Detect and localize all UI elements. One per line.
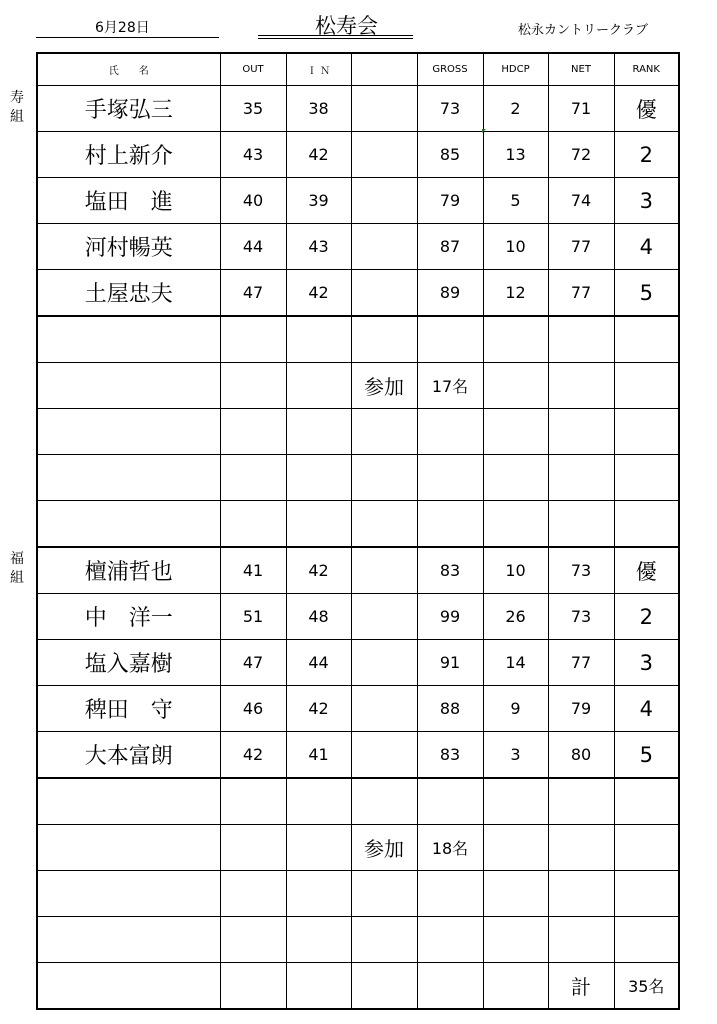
- table-row: [37, 363, 679, 409]
- hdcp-value: [483, 455, 548, 501]
- gross-score: 87: [417, 224, 483, 270]
- extra-cell: [351, 917, 417, 963]
- score-table-body: [37, 53, 679, 1009]
- player-name: 手塚弘三: [37, 86, 220, 132]
- player-name: 河村暢英: [37, 224, 220, 270]
- table-row: [37, 455, 679, 501]
- hdcp-value: [483, 501, 548, 548]
- player-name: [37, 825, 220, 871]
- extra-cell: [351, 132, 417, 178]
- hdcp-value: [483, 871, 548, 917]
- gross-score: 73: [417, 86, 483, 132]
- out-score: 47: [220, 640, 286, 686]
- extra-cell: [351, 455, 417, 501]
- gross-score: 18名: [417, 825, 483, 871]
- rank-value: 優: [614, 547, 679, 594]
- extra-cell: 参加: [351, 825, 417, 871]
- in-score: 42: [286, 132, 351, 178]
- gross-score: 79: [417, 178, 483, 224]
- gross-score: 85: [417, 132, 483, 178]
- hdcp-value: 10: [483, 547, 548, 594]
- hdcp-value: 14: [483, 640, 548, 686]
- table-row: [37, 732, 679, 779]
- gross-score: 17名: [417, 363, 483, 409]
- player-name: [37, 409, 220, 455]
- net-score: [548, 825, 614, 871]
- player-name: [37, 363, 220, 409]
- net-score: [548, 917, 614, 963]
- group-label-fuku: 福組: [10, 551, 24, 586]
- extra-cell: [351, 778, 417, 825]
- hdcp-value: 3: [483, 732, 548, 779]
- extra-cell: [351, 547, 417, 594]
- table-row: [37, 871, 679, 917]
- hdcp-value: 26: [483, 594, 548, 640]
- gross-score: [417, 455, 483, 501]
- table-row: [37, 917, 679, 963]
- table-row: [37, 224, 679, 270]
- net-score: 73: [548, 594, 614, 640]
- gross-score: [417, 316, 483, 363]
- hdcp-value: 12: [483, 270, 548, 317]
- hdcp-value: [483, 963, 548, 1010]
- table-row: [37, 963, 679, 1010]
- extra-cell: [351, 732, 417, 779]
- header-name: 氏 名: [37, 53, 220, 86]
- score-table: [36, 52, 680, 1010]
- net-score: 71: [548, 86, 614, 132]
- out-score: 42: [220, 732, 286, 779]
- in-score: [286, 455, 351, 501]
- net-score: [548, 363, 614, 409]
- in-score: [286, 825, 351, 871]
- player-name: [37, 917, 220, 963]
- rank-value: [614, 501, 679, 548]
- gross-score: [417, 409, 483, 455]
- header-blank: [351, 53, 417, 86]
- extra-cell: [351, 686, 417, 732]
- in-score: 48: [286, 594, 351, 640]
- net-score: 74: [548, 178, 614, 224]
- header-rank: RANK: [614, 53, 679, 86]
- player-name: 土屋忠夫: [37, 270, 220, 317]
- gross-score: [417, 917, 483, 963]
- rank-value: 4: [614, 686, 679, 732]
- table-row: [37, 686, 679, 732]
- club-name: 松永カントリークラブ: [518, 23, 649, 38]
- in-score: [286, 316, 351, 363]
- table-row: [37, 409, 679, 455]
- table-row: [37, 640, 679, 686]
- player-name: 塩入嘉樹: [37, 640, 220, 686]
- out-score: 43: [220, 132, 286, 178]
- gross-score: 89: [417, 270, 483, 317]
- hdcp-value: 10: [483, 224, 548, 270]
- net-score: [548, 778, 614, 825]
- in-score: 42: [286, 547, 351, 594]
- gross-score: 88: [417, 686, 483, 732]
- out-score: [220, 871, 286, 917]
- in-score: [286, 871, 351, 917]
- rank-value: [614, 409, 679, 455]
- rank-value: [614, 316, 679, 363]
- in-score: [286, 963, 351, 1010]
- out-score: [220, 501, 286, 548]
- extra-cell: 参加: [351, 363, 417, 409]
- out-score: [220, 917, 286, 963]
- in-score: 44: [286, 640, 351, 686]
- table-row: [37, 316, 679, 363]
- net-score: [548, 409, 614, 455]
- net-score: 72: [548, 132, 614, 178]
- header-out: OUT: [220, 53, 286, 86]
- out-score: [220, 455, 286, 501]
- table-row: [37, 778, 679, 825]
- extra-cell: [351, 501, 417, 548]
- extra-cell: [351, 270, 417, 317]
- table-row: [37, 132, 679, 178]
- out-score: [220, 825, 286, 871]
- net-score: 79: [548, 686, 614, 732]
- player-name: [37, 778, 220, 825]
- extra-cell: [351, 224, 417, 270]
- rank-value: 優: [614, 86, 679, 132]
- rank-value: 2: [614, 594, 679, 640]
- group-label-kotobuki: 寿組: [10, 90, 24, 125]
- hdcp-value: [483, 825, 548, 871]
- rank-value: 5: [614, 732, 679, 779]
- table-row: [37, 86, 679, 132]
- player-name: 村上新介: [37, 132, 220, 178]
- gross-score: [417, 778, 483, 825]
- rank-value: [614, 455, 679, 501]
- in-score: 38: [286, 86, 351, 132]
- cell-comment-marker: [482, 129, 486, 133]
- hdcp-value: 5: [483, 178, 548, 224]
- net-score: 77: [548, 224, 614, 270]
- hdcp-value: [483, 409, 548, 455]
- in-score: [286, 501, 351, 548]
- rank-value: 4: [614, 224, 679, 270]
- in-score: 42: [286, 686, 351, 732]
- header-net: NET: [548, 53, 614, 86]
- table-row: [37, 594, 679, 640]
- rank-value: [614, 825, 679, 871]
- out-score: 44: [220, 224, 286, 270]
- out-score: [220, 963, 286, 1010]
- net-score: 73: [548, 547, 614, 594]
- hdcp-value: [483, 778, 548, 825]
- header-gross: GROSS: [417, 53, 483, 86]
- gross-score: 83: [417, 732, 483, 779]
- hdcp-value: 9: [483, 686, 548, 732]
- extra-cell: [351, 86, 417, 132]
- table-row: [37, 825, 679, 871]
- rank-value: [614, 363, 679, 409]
- in-score: [286, 363, 351, 409]
- net-score: [548, 455, 614, 501]
- net-score: 80: [548, 732, 614, 779]
- header-hdcp: HDCP: [483, 53, 548, 86]
- player-name: [37, 455, 220, 501]
- rank-value: 3: [614, 178, 679, 224]
- player-name: [37, 316, 220, 363]
- hdcp-value: 2: [483, 86, 548, 132]
- rank-value: 5: [614, 270, 679, 317]
- title-underline-top: [258, 35, 413, 36]
- out-score: 51: [220, 594, 286, 640]
- rank-value: 35名: [614, 963, 679, 1010]
- net-score: 77: [548, 270, 614, 317]
- rank-value: [614, 871, 679, 917]
- player-name: 中 洋一: [37, 594, 220, 640]
- extra-cell: [351, 594, 417, 640]
- rank-value: [614, 917, 679, 963]
- date-underline: [36, 37, 219, 38]
- player-name: 稗田 守: [37, 686, 220, 732]
- hdcp-value: [483, 316, 548, 363]
- net-score: [548, 501, 614, 548]
- hdcp-value: 13: [483, 132, 548, 178]
- extra-cell: [351, 178, 417, 224]
- player-name: [37, 871, 220, 917]
- gross-score: 83: [417, 547, 483, 594]
- gross-score: [417, 501, 483, 548]
- net-score: [548, 316, 614, 363]
- out-score: 47: [220, 270, 286, 317]
- out-score: 35: [220, 86, 286, 132]
- extra-cell: [351, 871, 417, 917]
- in-score: 42: [286, 270, 351, 317]
- gross-score: [417, 963, 483, 1010]
- in-score: [286, 778, 351, 825]
- title-underline-bottom: [258, 38, 413, 39]
- out-score: 41: [220, 547, 286, 594]
- in-score: 43: [286, 224, 351, 270]
- gross-score: [417, 871, 483, 917]
- gross-score: 99: [417, 594, 483, 640]
- player-name: [37, 501, 220, 548]
- net-score: 77: [548, 640, 614, 686]
- player-name: 大本富朗: [37, 732, 220, 779]
- in-score: 39: [286, 178, 351, 224]
- hdcp-value: [483, 363, 548, 409]
- out-score: [220, 363, 286, 409]
- page-title: 松寿会: [315, 14, 378, 38]
- extra-cell: [351, 963, 417, 1010]
- player-name: 檀浦哲也: [37, 547, 220, 594]
- in-score: [286, 409, 351, 455]
- rank-value: [614, 778, 679, 825]
- net-score: [548, 871, 614, 917]
- in-score: 41: [286, 732, 351, 779]
- table-header-row: [37, 53, 679, 86]
- date-label: 6月28日: [95, 20, 150, 36]
- out-score: 46: [220, 686, 286, 732]
- extra-cell: [351, 640, 417, 686]
- out-score: [220, 316, 286, 363]
- table-row: [37, 501, 679, 548]
- header-in: Ｉ Ｎ: [286, 53, 351, 86]
- net-score: 計: [548, 963, 614, 1010]
- rank-value: 3: [614, 640, 679, 686]
- hdcp-value: [483, 917, 548, 963]
- out-score: [220, 778, 286, 825]
- out-score: 40: [220, 178, 286, 224]
- table-row: [37, 270, 679, 317]
- extra-cell: [351, 316, 417, 363]
- table-row: [37, 178, 679, 224]
- in-score: [286, 917, 351, 963]
- extra-cell: [351, 409, 417, 455]
- out-score: [220, 409, 286, 455]
- player-name: 塩田 進: [37, 178, 220, 224]
- player-name: [37, 963, 220, 1010]
- gross-score: 91: [417, 640, 483, 686]
- rank-value: 2: [614, 132, 679, 178]
- table-row: [37, 547, 679, 594]
